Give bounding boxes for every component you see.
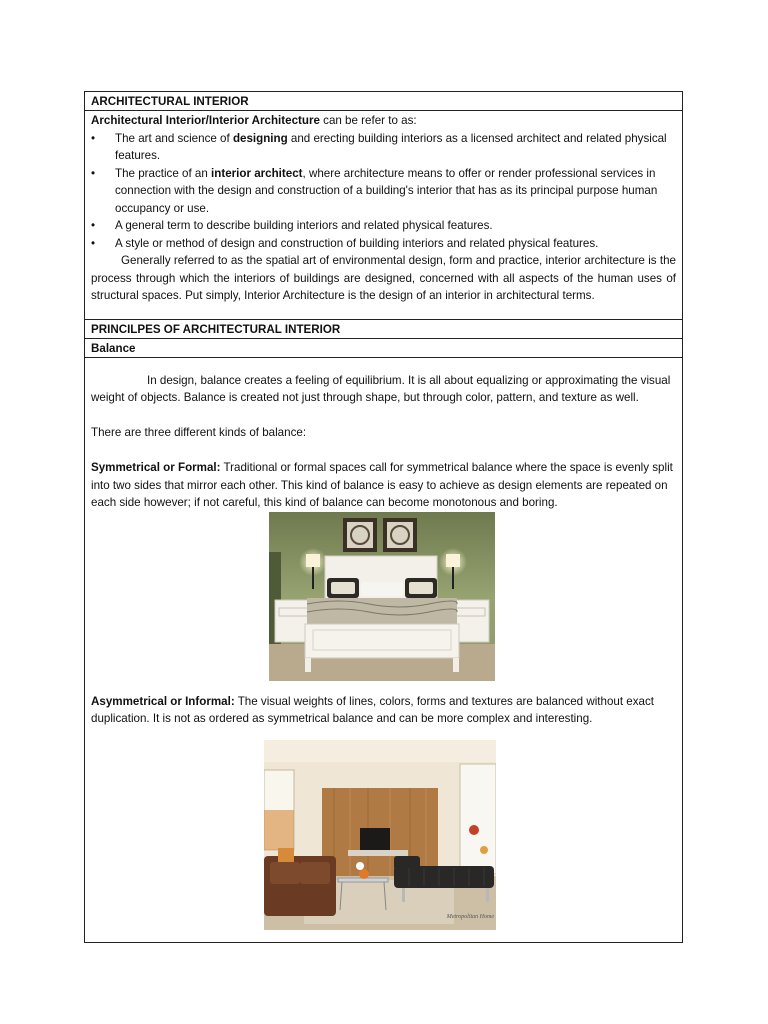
asymmetrical-living-room-photo <box>264 740 496 930</box>
symmetrical-label: Symmetrical or Formal: <box>91 461 221 474</box>
intro-bold-term: Architectural Interior/Interior Architecture <box>91 114 320 127</box>
asymmetrical-label: Asymmetrical or Informal: <box>91 694 235 708</box>
list-item: • The practice of an interior architect, where architecture means to offer or render professional services in connection with the design and construction of a building's interior that has as its principal purpose human occupancy or use. <box>91 165 676 218</box>
intro-rest: can be refer to as: <box>319 114 417 127</box>
section-header-row <box>85 320 682 339</box>
balance-kinds: There are three different kinds of balance: <box>91 426 307 439</box>
section-title: PRINCILPES OF ARCHITECTURAL INTERIOR <box>91 322 341 336</box>
list-item: • A general term to describe building interiors and related physical features. <box>91 217 676 235</box>
section-title: ARCHITECTURAL INTERIOR <box>91 95 249 108</box>
balance-body-row <box>85 358 682 942</box>
subsection-header-row <box>85 339 682 358</box>
list-item: • The art and science of designing and erecting building interiors as a licensed architect and related physical features. <box>91 130 676 165</box>
list-item: • A style or method of design and construction of building interiors and related physical features. <box>91 235 676 253</box>
section-header-row <box>85 92 682 111</box>
asymmetrical-paragraph: Asymmetrical or Informal: The visual weights of lines, colors, forms and textures are balanced without exact duplication. It is not as ordered as symmetrical balance and can be more complex and interesting. <box>91 694 654 725</box>
symmetrical-bedroom-photo <box>269 512 495 681</box>
section-body-row <box>85 111 682 320</box>
photo-watermark: Metropolitan Home <box>446 913 494 920</box>
intro-line <box>91 112 676 130</box>
summary-paragraph: Generally referred to as the spatial art of environmental design, form and practice, interior architecture is the process through which the interiors of buildings are designed, concerned with all aspects of the human uses of structural spaces. Put simply, Interior Architecture is the design of an interior in architectural terms. <box>91 254 676 302</box>
symmetrical-paragraph: Symmetrical or Formal: Traditional or formal spaces call for symmetrical balance where the space is evenly split into two sides that mirror each other. This kind of balance is easy to achieve as design elements are repeated on each side however; if not careful, this kind of balance can become monotonous and boring. <box>91 461 673 509</box>
definition-list <box>91 130 676 253</box>
subsection-title: Balance <box>91 341 136 355</box>
balance-intro: In design, balance creates a feeling of equilibrium. It is all about equalizing or approximating the visual weight of objects. Balance is created not just through shape, but through color, pattern, and texture as well. <box>91 373 671 404</box>
document-table <box>84 91 683 943</box>
